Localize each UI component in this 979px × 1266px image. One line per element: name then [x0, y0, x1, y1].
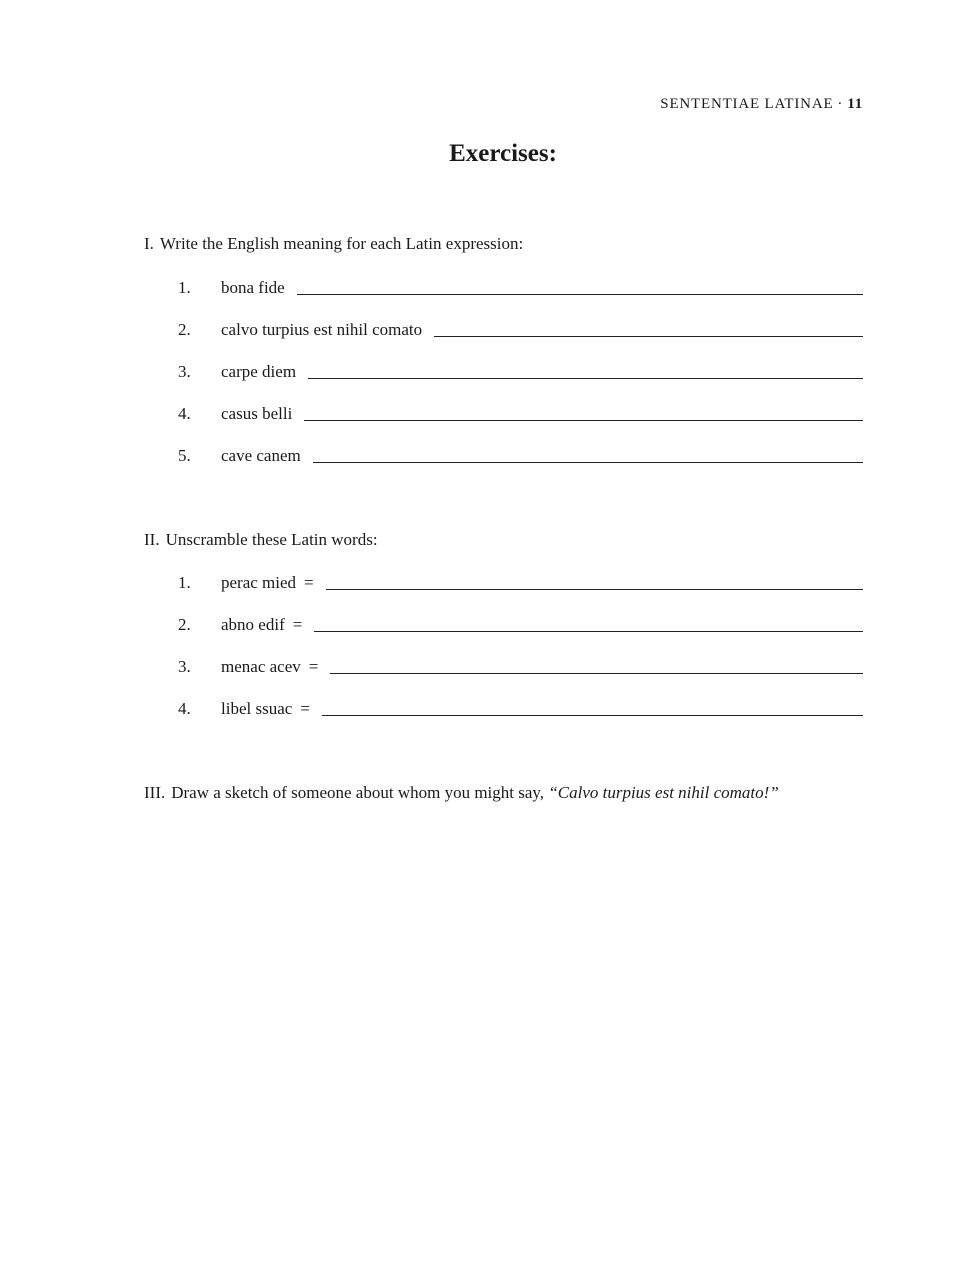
- latin-expression: calvo turpius est nihil comato: [221, 320, 423, 339]
- answer-blank[interactable]: [322, 697, 863, 716]
- item-number: 3.: [178, 657, 191, 676]
- latin-expression: casus belli: [221, 404, 293, 423]
- item-number: 2.: [178, 320, 191, 339]
- equals-sign: =: [292, 615, 303, 634]
- equals-sign: =: [304, 573, 314, 592]
- section-3-instruction: [144, 783, 779, 803]
- section-2-instruction: [144, 530, 378, 550]
- answer-blank[interactable]: [297, 276, 863, 295]
- scrambled-word: abno edif: [221, 615, 285, 634]
- answer-blank[interactable]: [308, 360, 863, 379]
- section-1-text: Write the English meaning for each Latin expression:: [159, 234, 524, 253]
- scrambled-word: menac acev: [221, 657, 301, 676]
- section-2-numeral: II.: [144, 530, 160, 549]
- item-number: 5.: [178, 446, 191, 465]
- page-number: 11: [847, 96, 863, 112]
- section-2-text: Unscramble these Latin words:: [165, 530, 378, 549]
- latin-expression: cave canem: [221, 446, 301, 465]
- equals-sign: =: [300, 699, 310, 718]
- answer-blank[interactable]: [434, 318, 863, 337]
- answer-blank[interactable]: [314, 613, 863, 632]
- item-number: 4.: [178, 404, 191, 423]
- item-number: 4.: [178, 699, 191, 718]
- header-separator: ·: [837, 96, 844, 112]
- section-2-item: [178, 569, 863, 593]
- scrambled-word: libel ssuac: [221, 699, 293, 718]
- section-1-item: [178, 316, 863, 340]
- section-2-item: [178, 611, 863, 635]
- answer-blank[interactable]: [304, 402, 863, 421]
- section-2-item: [178, 695, 863, 719]
- section-1-item: [178, 400, 863, 424]
- item-number: 3.: [178, 362, 191, 381]
- latin-expression: carpe diem: [221, 362, 297, 381]
- running-title: SENTENTIAE LATINAE: [660, 96, 834, 112]
- item-number: 1.: [178, 573, 191, 592]
- item-number: 2.: [178, 615, 191, 634]
- section-1-numeral: I.: [144, 234, 154, 253]
- section-1-instruction: [144, 234, 523, 254]
- section-1-item: [178, 358, 863, 382]
- latin-quote: “Calvo turpius est nihil comato!”: [548, 783, 779, 802]
- section-1-item: [178, 442, 863, 466]
- running-head: [660, 96, 863, 113]
- section-1-item: [178, 274, 863, 298]
- answer-blank[interactable]: [326, 571, 863, 590]
- latin-expression: bona fide: [221, 278, 285, 297]
- scrambled-word: perac mied: [221, 573, 297, 592]
- section-3-numeral: III.: [144, 783, 166, 802]
- page-title: Exercises:: [449, 140, 557, 167]
- item-number: 1.: [178, 278, 191, 297]
- answer-blank[interactable]: [313, 444, 863, 463]
- section-3-text: Draw a sketch of someone about whom you might say,: [171, 783, 545, 802]
- answer-blank[interactable]: [330, 655, 863, 674]
- equals-sign: =: [308, 657, 319, 676]
- section-2-item: [178, 653, 863, 677]
